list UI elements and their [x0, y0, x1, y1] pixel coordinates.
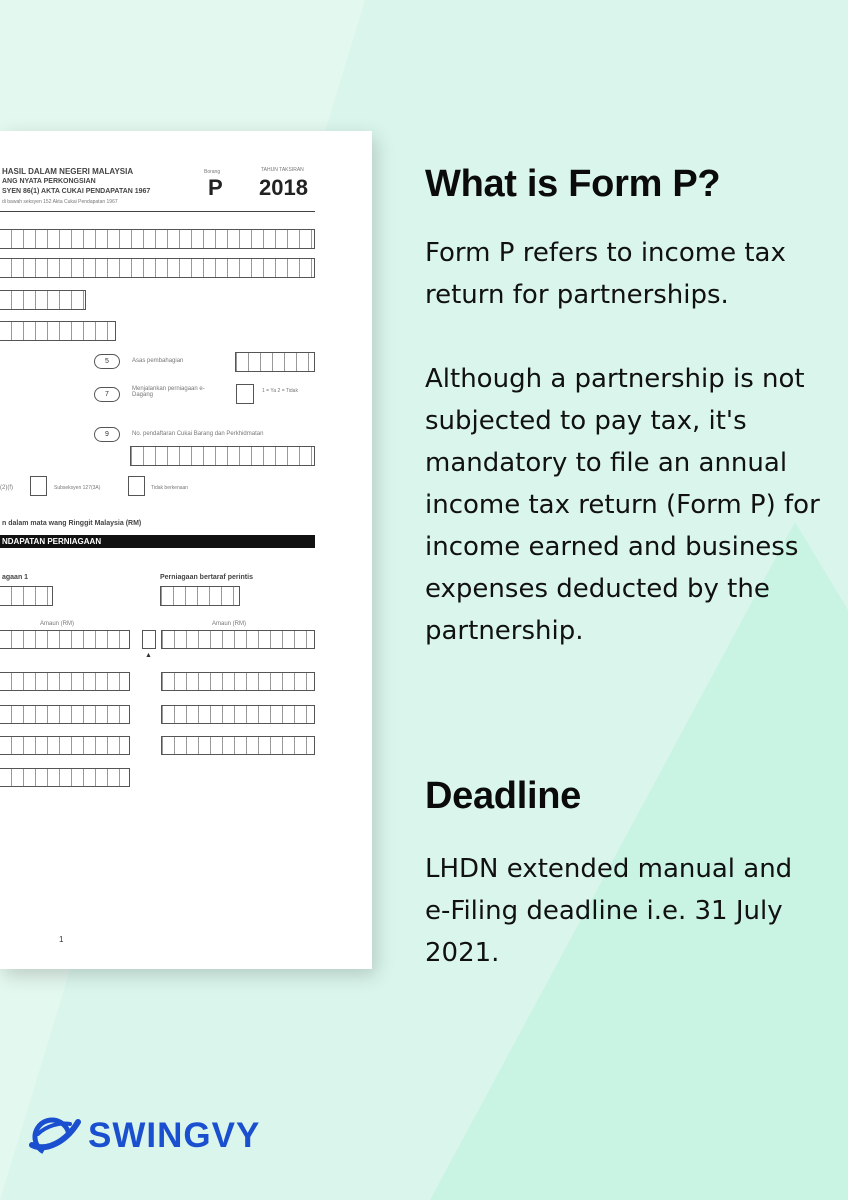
form-item-7-label: Menjalankan perniagaan e-Dagang	[132, 386, 205, 398]
form-option-c: Tidak berkenaan	[151, 485, 189, 491]
form-input-row	[0, 290, 86, 310]
form-item-9-field	[130, 446, 315, 466]
form-col-right-title: Perniagaan bertaraf perintis	[160, 574, 253, 581]
form-option-a: (2)(f)	[0, 485, 13, 491]
form-tahun-label: TAHUN TAKSIRAN	[261, 167, 304, 173]
form-item-5-badge: 5	[94, 354, 120, 369]
form-amount-field	[0, 705, 130, 724]
form-currency-note: n dalam mata wang Ringgit Malaysia (RM)	[2, 520, 142, 527]
form-header-line-3: SYEN 86(1) AKTA CUKAI PENDAPATAN 1967	[2, 188, 151, 195]
form-header-line-1: HASIL DALAM NEGERI MALAYSIA	[2, 167, 134, 176]
swingvy-wordmark: SWINGVY	[88, 1116, 261, 1155]
form-item-7-badge: 7	[94, 387, 120, 402]
form-amount-field	[161, 672, 315, 691]
form-header-line-2: ANG NYATA PERKONGSIAN	[2, 178, 96, 185]
form-amount-label-left: Amaun (RM)	[40, 621, 75, 627]
form-amount-field	[161, 705, 315, 724]
form-section-bar: NDAPATAN PERNIAGAAN	[0, 535, 315, 548]
form-amount-label-right: Amaun (RM)	[212, 621, 247, 627]
form-option-b-box	[30, 476, 47, 496]
form-borang-label: Borang	[204, 169, 221, 175]
form-divider	[0, 211, 315, 212]
form-item-9-label: No. pendaftaran Cukai Barang dan Perkhidmatan	[132, 431, 264, 437]
form-letter: P	[208, 175, 223, 200]
form-input-row	[0, 229, 315, 249]
form-item-5-label: Asas pembahagian	[132, 358, 184, 364]
form-amount-check	[142, 630, 156, 649]
form-page-number: 1	[59, 935, 64, 944]
form-input-row	[0, 586, 53, 606]
form-item-7-box	[236, 384, 254, 404]
form-item-9-badge: 9	[94, 427, 120, 442]
swingvy-logo-icon	[26, 1112, 82, 1160]
deadline-heading: Deadline	[425, 775, 581, 817]
form-amount-field	[0, 630, 130, 649]
form-item-7-note: 1 = Ya 2 = Tidak	[262, 388, 298, 394]
form-input-row	[160, 586, 240, 606]
form-amount-field	[0, 768, 130, 787]
form-header-line-4: di bawah seksyen 152 Akta Cukai Pendapatan 1967	[2, 199, 118, 205]
form-item-5-field	[235, 352, 315, 372]
form-input-row	[0, 321, 116, 341]
form-input-row	[0, 258, 315, 278]
form-amount-field	[0, 736, 130, 755]
deadline-text: LHDN extended manual and e-Filing deadline i.e. 31 July 2021.	[425, 854, 793, 968]
form-option-c-box	[128, 476, 145, 496]
form-p-definition: Form P refers to income tax return for partnerships.	[425, 238, 786, 310]
form-option-b: Subseksyen 127(3A)	[54, 485, 101, 491]
form-p-heading: What is Form P?	[425, 163, 721, 205]
form-amount-field	[161, 736, 315, 755]
form-amount-field	[161, 630, 315, 649]
form-triangle-marker: ▲	[145, 652, 152, 659]
form-amount-field	[0, 672, 130, 691]
form-p-explanation: Although a partnership is not subjected to pay tax, it's mandatory to file an annual income tax return (Form P) for income earned and business expenses deducted by the partnership.	[425, 364, 820, 646]
form-p-image	[0, 131, 372, 969]
form-year: 2018	[259, 175, 308, 200]
form-col-left-title: agaan 1	[2, 574, 29, 581]
swingvy-logo	[26, 1112, 260, 1160]
